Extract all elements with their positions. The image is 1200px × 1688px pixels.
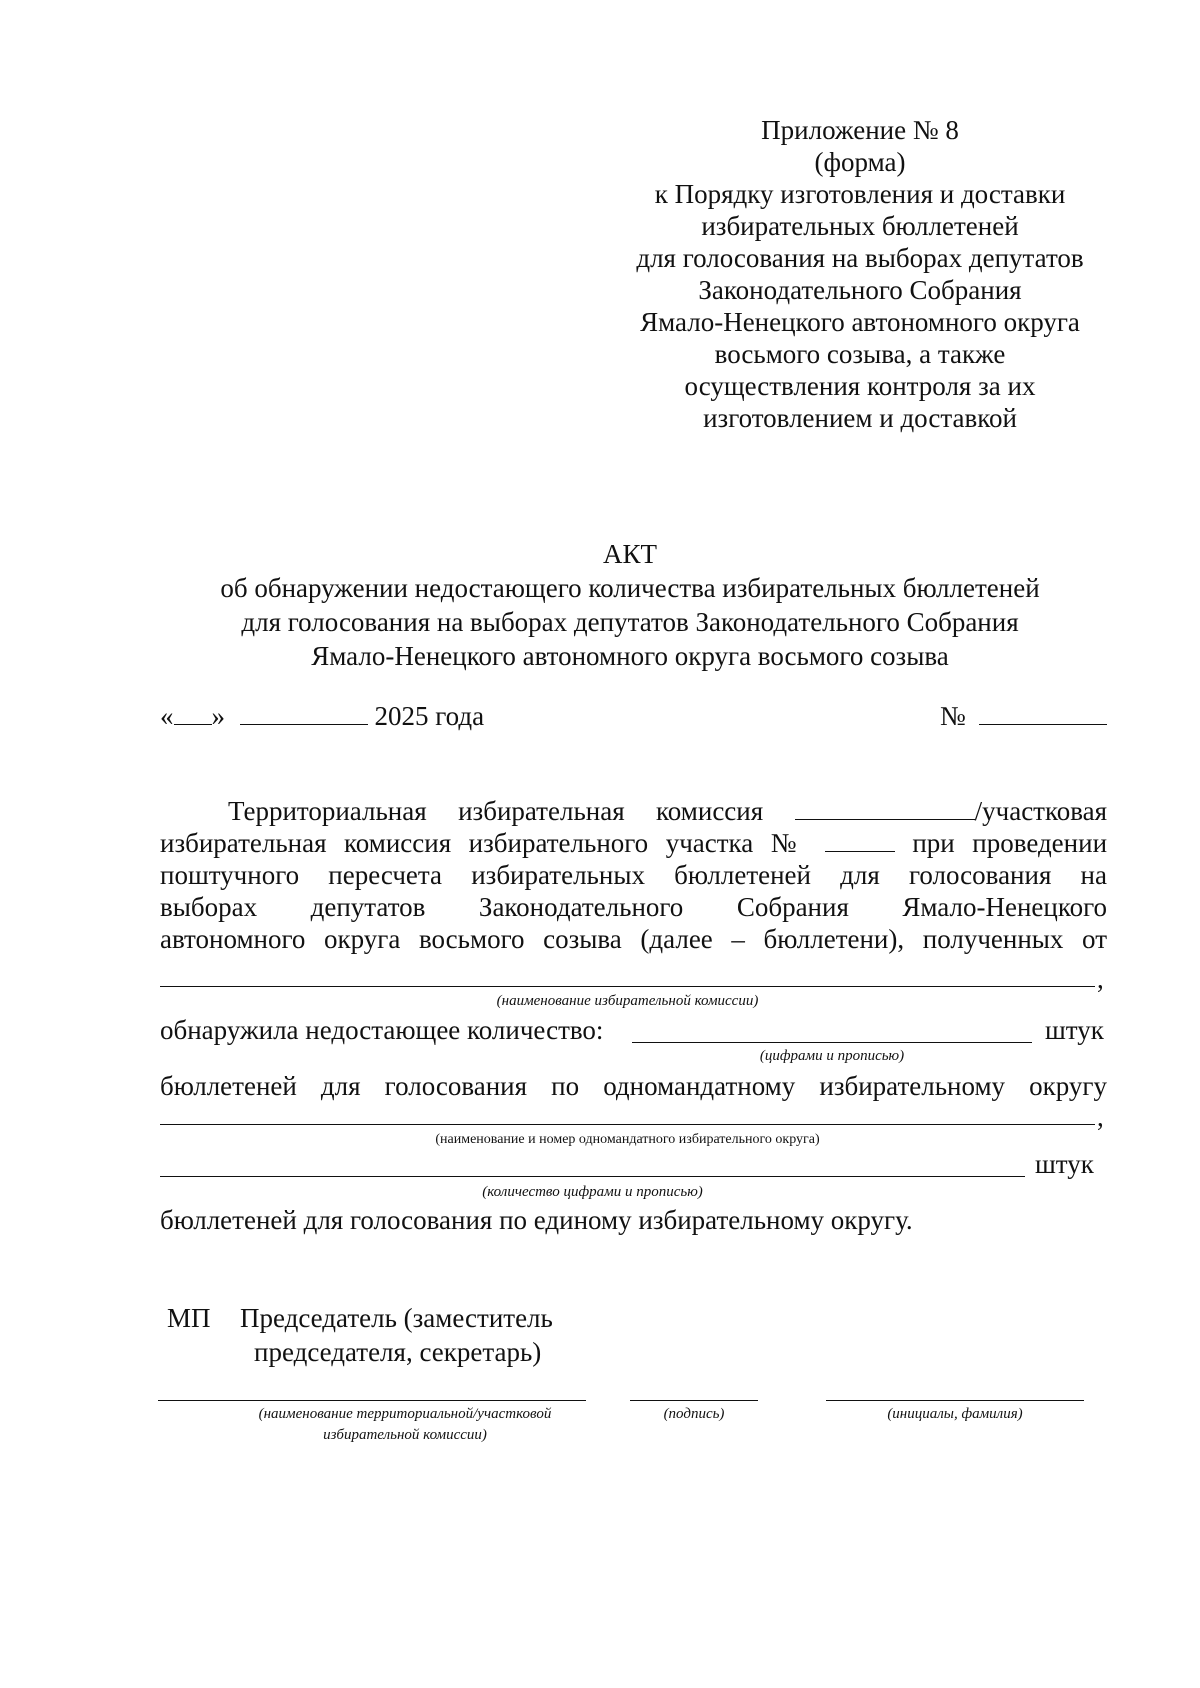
caption-commission-name: (наименование избирательной комиссии) (496, 993, 759, 1009)
caption-district: (наименование и номер одномандатного избирательного округа) (435, 1132, 820, 1147)
act-number-field (940, 700, 1107, 732)
commission-blank[interactable] (795, 797, 975, 820)
appendix-header (610, 114, 1110, 434)
comma: , (1097, 964, 1104, 994)
district-name-line[interactable] (160, 1124, 1095, 1125)
body-line-4: выборах депутатов Законодательного Собрания Ямало-Ненецкого (160, 892, 1107, 922)
role-line-1: Председатель (заместитель (240, 1303, 553, 1333)
open-quote: « (160, 701, 174, 731)
body-text: Территориальная избирательная комиссия (228, 796, 764, 826)
body-text: при проведении (912, 828, 1108, 858)
caption-digits: (цифрами и прописью) (759, 1048, 905, 1064)
appendix-line: изготовлением и доставкой (703, 403, 1017, 433)
close-quote: » (211, 701, 225, 731)
stamp-place: МП (167, 1303, 211, 1333)
pieces-label: штук (1035, 1149, 1094, 1179)
appendix-line: избирательных бюллетеней (701, 211, 1019, 241)
body-text: избирательная комиссия избирательного участка № (160, 828, 808, 858)
found-label: обнаружила недостающее количество: (160, 1015, 604, 1045)
comma: , (1097, 1102, 1104, 1132)
found-quantity-line[interactable] (632, 1042, 1032, 1043)
appendix-line: Приложение № 8 (761, 115, 959, 145)
act-subtitle-line: Ямало-Ненецкого автономного округа восьмого созыва (311, 641, 949, 671)
act-number-blank[interactable] (979, 702, 1107, 725)
year-text: 2025 года (374, 701, 485, 731)
appendix-line: для голосования на выборах депутатов (636, 243, 1084, 273)
act-subtitle-line: об обнаружении недостающего количества избирательных бюллетеней (220, 573, 1040, 603)
number-sign: № (940, 701, 966, 731)
day-blank[interactable] (174, 702, 212, 725)
body-line-3: поштучного пересчета избирательных бюллетеней для голосования на (160, 860, 1107, 890)
body-line-1 (160, 795, 1107, 827)
quantity-line[interactable] (160, 1176, 1025, 1177)
body-line-2 (160, 827, 1107, 859)
date-field (160, 700, 484, 732)
appendix-line: (форма) (814, 147, 906, 177)
signature-line[interactable] (630, 1400, 758, 1401)
act-heading: АКТ (603, 539, 657, 569)
appendix-line: осуществления контроля за их (684, 371, 1036, 401)
name-line[interactable] (826, 1400, 1084, 1401)
unified-district-text: бюллетеней для голосования по единому избирательному округу. (160, 1205, 913, 1235)
appendix-line: Законодательного Собрания (698, 275, 1022, 305)
month-blank[interactable] (240, 702, 368, 725)
single-mandate-paragraph (160, 1070, 1107, 1102)
appendix-line: к Порядку изготовления и доставки (654, 179, 1066, 209)
pieces-label: штук (1045, 1015, 1104, 1045)
commission-signature-line[interactable] (158, 1400, 586, 1401)
act-body-paragraph (160, 795, 1107, 955)
precinct-number-blank[interactable] (825, 829, 895, 852)
act-subtitle-line: для голосования на выборах депутатов Законодательного Собрания (241, 607, 1019, 637)
role-line-2: председателя, секретарь) (254, 1337, 542, 1367)
caption-initials-surname: (инициалы, фамилия) (887, 1406, 1023, 1422)
appendix-line: Ямало-Ненецкого автономного округа (640, 307, 1080, 337)
commission-name-line[interactable] (160, 986, 1095, 987)
caption-signature: (подпись) (663, 1406, 725, 1422)
single-mandate-text: бюллетеней для голосования по одномандатному избирательному округу (160, 1071, 1107, 1101)
appendix-line: восьмого созыва, а также (714, 339, 1006, 369)
caption-quantity: (количество цифрами и прописью) (482, 1184, 703, 1200)
body-line-5: автономного округа восьмого созыва (далее – бюллетени), полученных от (160, 924, 1107, 954)
caption-commission-signature: (наименование территориальной/участковой избирательной комиссии) (258, 1406, 552, 1443)
body-text: /участковая (974, 796, 1108, 826)
act-title (150, 537, 1110, 673)
